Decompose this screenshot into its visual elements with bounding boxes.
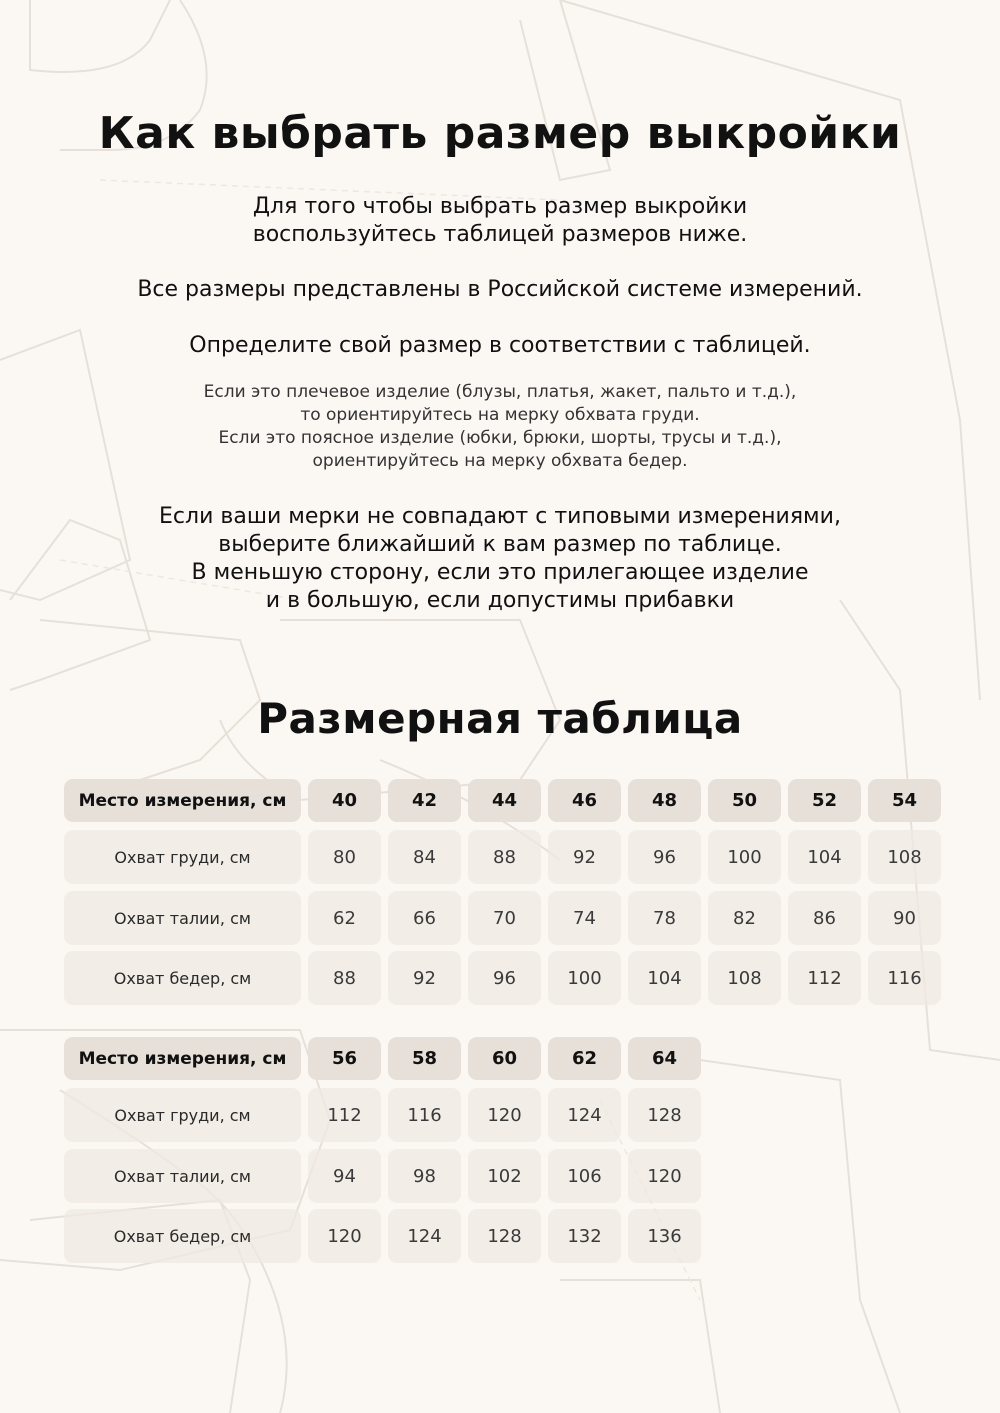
measurement-value: 132 [548,1209,621,1263]
mismatch-note [0,503,1000,615]
garment-note [0,381,1000,473]
mismatch-note-line: и в большую, если допустимы прибавки [265,588,735,613]
size-header: 46 [548,779,621,822]
mismatch-note-line: В меньшую сторону, если это прилегающее изделие [191,560,809,585]
size-header: 42 [388,779,461,822]
measurement-value: 88 [308,951,381,1005]
measurement-label: Охват талии, см [64,1149,301,1203]
table-header-label: Место измерения, см [64,1037,301,1080]
measurement-value: 116 [868,951,941,1005]
measurement-value: 104 [628,951,701,1005]
size-header: 54 [868,779,941,822]
measurement-value: 88 [468,830,541,884]
page-title: Как выбрать размер выкройки [98,108,902,159]
system-note: Все размеры представлены в Российской системе измерений. [137,277,863,302]
measurement-value: 136 [628,1209,701,1263]
measurement-value: 98 [388,1149,461,1203]
measurement-value: 128 [468,1209,541,1263]
mismatch-note-line: Если ваши мерки не совпадают с типовыми измерениями, [159,504,841,529]
measurement-value: 120 [308,1209,381,1263]
measurement-value: 92 [388,951,461,1005]
garment-note-line: ориентируйтесь на мерку обхвата бедер. [312,451,688,471]
measurement-value: 78 [628,891,701,945]
garment-note-line: то ориентируйтесь на мерку обхвата груди. [300,405,700,425]
measurement-value: 70 [468,891,541,945]
measurement-value: 106 [548,1149,621,1203]
measurement-value: 112 [308,1088,381,1142]
measurement-value: 100 [708,830,781,884]
table-title: Размерная таблица [257,694,743,743]
measurement-label: Охват груди, см [64,1088,301,1142]
measurement-value: 100 [548,951,621,1005]
size-header: 62 [548,1037,621,1080]
measurement-value: 66 [388,891,461,945]
intro-line: воспользуйтесь таблицей размеров ниже. [252,222,748,247]
measurement-value: 120 [628,1149,701,1203]
measurement-value: 90 [868,891,941,945]
size-header: 64 [628,1037,701,1080]
measurement-value: 108 [868,830,941,884]
size-header: 50 [708,779,781,822]
measurement-label: Охват бедер, см [64,951,301,1005]
measurement-value: 124 [548,1088,621,1142]
size-header: 60 [468,1037,541,1080]
measurement-value: 120 [468,1088,541,1142]
measurement-value: 116 [388,1088,461,1142]
measurement-value: 80 [308,830,381,884]
measurement-value: 94 [308,1149,381,1203]
garment-note-line: Если это поясное изделие (юбки, брюки, шорты, трусы и т.д.), [218,428,782,448]
size-header: 40 [308,779,381,822]
measurement-value: 62 [308,891,381,945]
measurement-value: 102 [468,1149,541,1203]
determine-note: Определите свой размер в соответствии с таблицей. [189,333,811,358]
size-header: 58 [388,1037,461,1080]
measurement-value: 124 [388,1209,461,1263]
size-header: 44 [468,779,541,822]
measurement-value: 84 [388,830,461,884]
measurement-label: Охват груди, см [64,830,301,884]
measurement-label: Охват талии, см [64,891,301,945]
measurement-label: Охват бедер, см [64,1209,301,1263]
measurement-value: 128 [628,1088,701,1142]
garment-note-line: Если это плечевое изделие (блузы, платья, жакет, пальто и т.д.), [203,382,797,402]
size-header: 48 [628,779,701,822]
measurement-value: 96 [628,830,701,884]
measurement-value: 86 [788,891,861,945]
intro-paragraph [0,193,1000,249]
intro-line: Для того чтобы выбрать размер выкройки [252,194,748,219]
measurement-value: 104 [788,830,861,884]
measurement-value: 92 [548,830,621,884]
measurement-value: 96 [468,951,541,1005]
measurement-value: 74 [548,891,621,945]
measurement-value: 112 [788,951,861,1005]
mismatch-note-line: выберите ближайший к вам размер по таблице. [218,532,782,557]
size-header: 56 [308,1037,381,1080]
size-header: 52 [788,779,861,822]
measurement-value: 108 [708,951,781,1005]
measurement-value: 82 [708,891,781,945]
table-header-label: Место измерения, см [64,779,301,822]
